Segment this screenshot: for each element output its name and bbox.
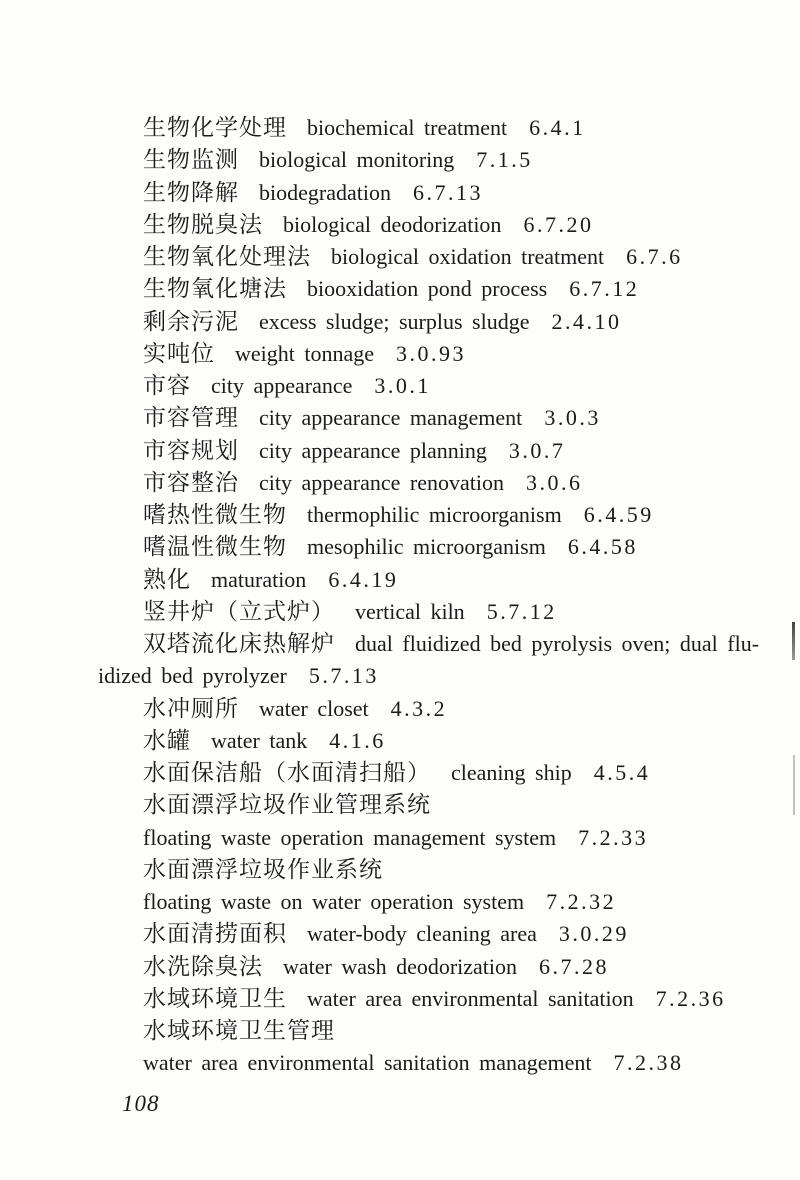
term-english: floating waste on water operation system [143,889,525,914]
glossary-line [98,241,790,273]
term-english: biodegradation [259,179,391,205]
term-chinese: 剩余污泥 [143,308,239,334]
term-chinese: 生物降解 [143,179,239,205]
term-section-ref: 7.1.5 [476,147,533,173]
term-chinese: 市容管理 [143,405,239,431]
term-section-ref: 3.0.7 [508,437,566,463]
term-english: dual fluidized bed pyrolysis oven; dual flu- [355,631,760,656]
glossary-line [98,660,790,692]
term-section-ref: 6.7.28 [539,953,610,979]
term-section-ref: 6.4.19 [328,566,399,592]
glossary-line [98,177,790,209]
term-chinese: 生物化学处理 [143,115,287,140]
term-section-ref: 6.7.20 [523,211,594,237]
term-section-ref: 4.5.4 [593,760,651,785]
glossary-line [98,596,790,628]
term-section-ref: 3.0.93 [396,340,467,366]
term-english: excess sludge; surplus sludge [259,308,530,334]
term-section-ref: 6.4.58 [567,534,638,560]
term-english: biological oxidation treatment [331,244,605,269]
glossary-line [98,951,790,983]
glossary-line [98,789,790,821]
term-english: city appearance renovation [259,469,504,495]
glossary-list [98,112,790,1080]
term-chinese: 水面漂浮垃圾作业系统 [143,856,383,882]
term-section-ref: 5.7.13 [308,663,379,689]
term-english: weight tonnage [235,340,375,366]
term-chinese: 水冲厕所 [143,695,239,721]
glossary-line [98,370,790,402]
term-section-ref: 7.2.33 [578,824,649,850]
glossary-line [98,306,790,338]
glossary-line [98,983,790,1015]
term-english: biooxidation pond process [307,276,548,302]
term-english: water closet [259,695,369,721]
page-number: 108 [122,1091,160,1116]
term-chinese: 水面清捞面积 [143,921,287,947]
glossary-line [98,854,790,886]
term-english: city appearance planning [259,437,487,463]
glossary-line [98,693,790,725]
term-chinese: 水面漂浮垃圾作业管理系统 [143,792,431,818]
term-english: floating waste operation management system [143,824,557,850]
term-chinese: 水洗除臭法 [143,953,263,979]
term-chinese: 熟化 [143,566,191,592]
term-chinese: 双塔流化床热解炉 [143,631,335,656]
term-section-ref: 4.1.6 [329,727,386,753]
term-english: idized bed pyrolyzer [98,663,287,689]
glossary-line [98,886,790,918]
term-english: city appearance [211,373,353,398]
glossary-line [98,531,790,563]
scan-artifact-line [792,622,795,660]
term-english: thermophilic microorganism [307,502,562,527]
glossary-line [98,338,790,370]
term-section-ref: 3.0.1 [374,373,431,398]
glossary-line [98,467,790,499]
term-section-ref: 6.7.13 [412,179,483,205]
term-chinese: 水域环境卫生 [143,985,287,1011]
scan-artifact-line [793,755,795,815]
term-chinese: 生物氧化处理法 [143,244,311,269]
term-chinese: 嗜温性微生物 [143,534,287,560]
term-section-ref: 7.2.36 [655,985,726,1011]
glossary-line [98,1047,790,1079]
term-chinese: 生物氧化塘法 [143,276,287,302]
glossary-line [98,725,790,757]
glossary-line [98,499,790,531]
term-english: mesophilic microorganism [307,534,546,560]
term-english: maturation [211,566,307,592]
term-chinese: 市容整治 [143,469,239,495]
term-english: water tank [211,727,308,753]
glossary-line [98,402,790,434]
glossary-line [98,273,790,305]
glossary-line [98,564,790,596]
term-section-ref: 6.7.12 [569,276,640,302]
term-english: water-body cleaning area [307,921,537,947]
term-chinese: 市容 [143,373,191,398]
glossary-line [98,1015,790,1047]
term-section-ref: 5.7.12 [486,598,557,624]
term-section-ref: 2.4.10 [551,308,622,334]
glossary-line [98,435,790,467]
term-section-ref: 3.0.3 [544,405,601,431]
term-english: cleaning ship [451,760,572,785]
glossary-line [98,628,790,660]
term-chinese: 嗜热性微生物 [143,502,287,527]
glossary-line [98,209,790,241]
term-section-ref: 3.0.29 [558,921,629,947]
term-section-ref: 4.3.2 [390,695,448,721]
glossary-line [98,822,790,854]
term-section-ref: 7.2.38 [613,1050,684,1076]
term-english: biological deodorization [283,211,502,237]
term-section-ref: 3.0.6 [525,469,583,495]
term-chinese: 水罐 [143,727,191,753]
term-english: water wash deodorization [283,953,518,979]
term-chinese: 竖井炉（立式炉） [143,598,335,624]
term-section-ref: 6.7.6 [626,244,683,269]
term-english: city appearance management [259,405,523,431]
term-section-ref: 7.2.32 [546,889,617,914]
term-chinese: 市容规划 [143,437,239,463]
term-english: biological monitoring [259,147,455,173]
term-chinese: 生物脱臭法 [143,211,263,237]
glossary-line [98,144,790,176]
term-english: vertical kiln [355,598,465,624]
term-section-ref: 6.4.59 [583,502,654,527]
term-chinese: 生物监测 [143,147,239,173]
glossary-line [98,757,790,789]
term-chinese: 水面保洁船（水面清扫船） [143,760,431,785]
glossary-line [98,918,790,950]
glossary-line [98,112,790,144]
term-english: water area environmental sanitation [307,985,634,1011]
term-english: biochemical treatment [307,115,508,140]
term-section-ref: 6.4.1 [529,115,586,140]
term-english: water area environmental sanitation management [143,1050,592,1076]
term-chinese: 水域环境卫生管理 [143,1018,335,1043]
term-chinese: 实吨位 [143,340,215,366]
